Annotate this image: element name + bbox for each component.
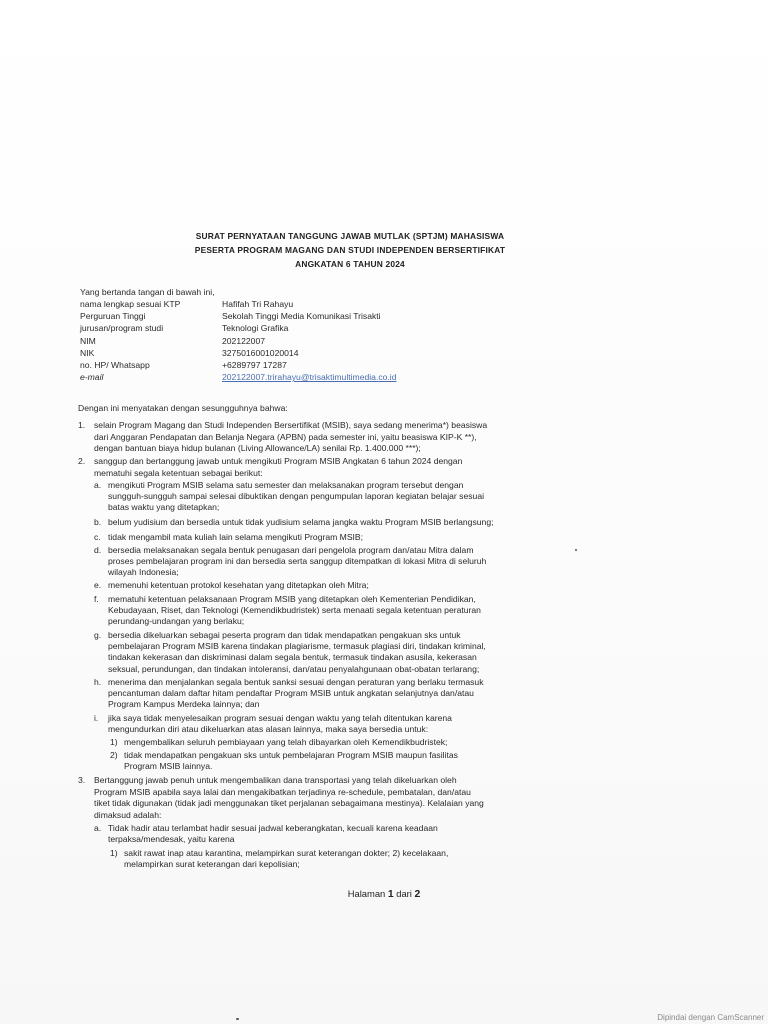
subitem-line: mengundurkan diri atau dikeluarkan atas alasan lainnya, maka saya bersedia untuk: (108, 724, 429, 735)
item-line: Bertanggung jawab penuh untuk mengembalikan dana transportasi yang telah dikeluarkan oleh (94, 775, 457, 785)
item-text (94, 456, 534, 479)
subitem-line: mematuhi ketentuan pelaksanaan Program MSIB yang ditetapkan oleh Kementerian Pendidikan, (108, 594, 476, 604)
subitem-line: pembelajaran Program MSIB karena tindakan plagiarisme, termasuk plagiasi diri, tindakan kriminal, (108, 641, 486, 652)
identity-label: NIM (80, 335, 96, 346)
item-number: 3. (78, 775, 86, 785)
subitem-line: Program MSIB lainnya. (124, 761, 213, 772)
subitem-letter: d. (94, 545, 102, 555)
subitem-line: tidak mengambil mata kuliah lain selama mengikuti Program MSIB; (108, 532, 364, 542)
subitem-line: Kebudayaan, Riset, dan Teknologi (Kemendikbudristek) serta menaati segala ketentuan peraturan (108, 605, 481, 616)
subitem-text (108, 517, 544, 528)
scan-speck (575, 549, 577, 551)
subitem-line: memenuhi ketentuan protokol kesehatan yang ditetapkan oleh Mitra; (108, 580, 369, 590)
subitem-letter: c. (94, 532, 101, 542)
subitem-line: mengikuti Program MSIB selama satu semester dan melaksanakan program tersebut dengan (108, 480, 464, 490)
subitem-line: melampirkan surat keterangan dari kepolisian; (124, 859, 300, 870)
item-text (94, 420, 534, 455)
subitem-letter: h. (94, 677, 102, 687)
statement-intro: Dengan ini menyatakan dengan sesungguhnya bahwa: (78, 403, 288, 413)
identity-value: Hafifah Tri Rahayu (222, 299, 294, 309)
page-number-prefix: Halaman (347, 888, 388, 899)
identity-label: NIK (80, 347, 95, 358)
identity-row-email (80, 371, 500, 383)
subitem-line: proses pembelajaran program ini dan bersedia serta sanggup ditempatkan di lokasi Mitra di seluruh (108, 556, 487, 567)
item-text (94, 775, 534, 821)
identity-label: Perguruan Tinggi (80, 311, 146, 322)
page-total: 2 (414, 889, 421, 900)
document-title-line3: ANGKATAN 6 TAHUN 2024 (295, 259, 405, 269)
subitem-line: Program Kampus Merdeka lainnya; dan (108, 699, 260, 710)
scan-speck (236, 1018, 239, 1020)
identity-row-name (80, 298, 500, 310)
identity-value: 202122007 (222, 335, 266, 346)
subitem-text (108, 480, 544, 514)
subitem-text (108, 630, 544, 675)
subitem-text (108, 594, 544, 628)
subitem-line: batas waktu yang ditetapkan; (108, 502, 220, 513)
subitem-text (108, 532, 544, 543)
subitem-letter: a. (94, 823, 102, 833)
item-line: dari Anggaran Pendapatan dan Belanja Negara (APBN) pada semester ini, yaitu beasiswa KIP-K **), (94, 431, 477, 442)
email-link[interactable]: 202122007.trirahayu@trisaktimultimedia.co.id (222, 372, 397, 383)
identity-row-nik (80, 347, 500, 359)
subitem-line: tidak mendapatkan pengakuan sks untuk pembelajaran Program MSIB maupun fasilitas (124, 750, 458, 760)
document-title-line1: SURAT PERNYATAAN TANGGUNG JAWAB MUTLAK (SPTJM) MAHASISWA (195, 231, 505, 241)
subitem-line: perundang-undangan yang berlaku; (108, 616, 245, 627)
page-current: 1 (387, 889, 394, 900)
subitem-letter: f. (94, 594, 99, 604)
document-title-line2: PESERTA PROGRAM MAGANG DAN STUDI INDEPENDEN BERSERTIFIKAT (194, 245, 506, 255)
subitem-line: belum yudisium dan bersedia untuk tidak yudisium selama jangka waktu Program MSIB berlangsung; (108, 517, 494, 527)
subitem-text (108, 713, 544, 735)
subitem-letter: b. (94, 517, 102, 527)
subitem-letter: a. (94, 480, 102, 490)
identity-label: nama lengkap sesuai KTP (80, 299, 181, 309)
subitem-line: seksual, perundungan, dan tindakan intoleransi, dan/atau penyalahgunaan obat-obatan terlarang; (108, 663, 480, 674)
identity-value: Sekolah Tinggi Media Komunikasi Trisakti (222, 311, 381, 322)
subitem-line: wilayah Indonesia; (108, 567, 179, 578)
item-line: dimaksud adalah: (94, 809, 162, 820)
item-number: 2. (78, 456, 86, 466)
page-number (0, 888, 768, 900)
item-line: mematuhi segala ketentuan sebagai berikut: (94, 467, 263, 478)
subitem-text (108, 823, 544, 845)
subitem-line: sungguh-sungguh sampai selesai dibuktikan dengan pengumpulan laporan kegiatan belajar sesuai (108, 491, 485, 502)
subitem-line: pencantuman dalam daftar hitam pendaftar Program MSIB untuk angkatan selanjutnya dan/atau (108, 688, 474, 699)
identity-row-phone (80, 359, 500, 371)
intro-text: Yang bertanda tangan di bawah ini, (80, 287, 215, 297)
identity-row-nim (80, 335, 500, 347)
page-number-mid: dari (393, 888, 415, 899)
subitem-letter: g. (94, 630, 102, 640)
subitem-text (124, 750, 544, 772)
item-line: dengan bantuan biaya hidup bulanan (Living Allowance/LA) senilai Rp. 1.400.000 ***); (94, 443, 421, 454)
identity-value: Teknologi Grafika (222, 323, 289, 334)
subitem-line: Tidak hadir atau terlambat hadir sesuai jadwal keberangkatan, kecuali karena keadaan (108, 823, 438, 833)
subitem-letter: i. (94, 713, 99, 723)
item-line: selain Program Magang dan Studi Independen Bersertifikat (MSIB), saya sedang menerima*) beasiswa (94, 420, 488, 430)
subitem-line: jika saya tidak menyelesaikan program sesuai dengan waktu yang telah ditentukan karena (108, 713, 452, 723)
subitem-line: terpaksa/mendesak, yaitu karena (108, 834, 235, 845)
item-number: 1. (78, 420, 86, 430)
subitem-line: menerima dan menjalankan segala bentuk sanksi sesuai dengan peraturan yang berlaku termasuk (108, 677, 484, 687)
subitem-text (108, 580, 544, 591)
subitem-number: 1) (110, 848, 118, 858)
subitem-text (108, 545, 544, 579)
subitem-line: bersedia melaksanakan segala bentuk penugasan dari pengelola program dan/atau Mitra dalam (108, 545, 474, 555)
identity-row-university (80, 310, 500, 322)
subitem-line: bersedia dikeluarkan sebagai peserta program dan tidak mendapatkan pengakuan sks untuk (108, 630, 461, 640)
subitem-line: mengembalikan seluruh pembiayaan yang telah dibayarkan oleh Kemendikbudristek; (124, 737, 448, 747)
identity-row-program (80, 322, 500, 334)
subitem-text (124, 737, 544, 748)
scanner-watermark: Dipindai dengan CamScanner (657, 1013, 764, 1022)
identity-value: 3275016001020014 (222, 347, 299, 358)
subitem-text (124, 848, 544, 870)
identity-value: +6289797 17287 (222, 359, 287, 370)
identity-table (80, 298, 500, 383)
subitem-number: 1) (110, 737, 118, 747)
subitem-line: sakit rawat inap atau karantina, melampirkan surat keterangan dokter; 2) kecelakaan, (124, 848, 449, 858)
item-line: sanggup dan bertanggung jawab untuk mengikuti Program MSIB Angkatan 6 tahun 2024 dengan (94, 456, 463, 466)
subitem-line: tindakan kekerasan dan diskriminasi dalam segala bentuk, termasuk tindakan asusila, kekerasan (108, 652, 477, 663)
item-line: tiket tidak digunakan (tidak jadi menggunakan tiket perjalanan sebagaimana mestinya). Kelalaian yang (94, 798, 484, 809)
subitem-text (108, 677, 544, 711)
identity-label: e-mail (80, 372, 104, 383)
subitem-letter: e. (94, 580, 102, 590)
item-line: Program MSIB apabila saya lalai dan mengakibatkan terjadinya re-schedule, pembatalan, dan/atau (94, 786, 471, 797)
subitem-number: 2) (110, 750, 118, 760)
identity-label: jurusan/program studi (80, 323, 164, 334)
identity-label: no. HP/ Whatsapp (80, 359, 150, 370)
